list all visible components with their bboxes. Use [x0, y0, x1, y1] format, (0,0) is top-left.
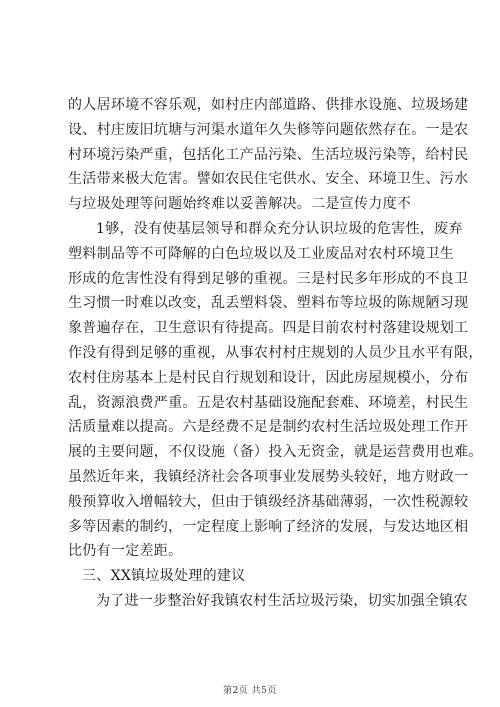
- text-line: 作没有得到足够的重视，从事农村村庄规划的人员少且水平有限，: [68, 344, 483, 361]
- text-line: 乱，资源浪费严重。五是农村基础设施配套难、环境差，村民生: [68, 394, 469, 411]
- text-line: 比仍有一定差距。: [68, 543, 183, 560]
- text-line: 村环境污染严重，包括化工产品污染、生活垃圾污染等，给村民: [68, 146, 469, 163]
- text-line: 般预算收入增幅较大，但由于镇级经济基础薄弱，一次性税源较: [68, 493, 469, 510]
- text-line: 设、村庄废旧坑塘与河渠水道年久失修等问题依然存在。一是农: [68, 121, 469, 138]
- text-line: 生习惯一时难以改变，乱丢塑料袋、塑料布等垃圾的陈规陋习现: [68, 295, 469, 312]
- text-line: 与垃圾处理等问题始终难以妥善解决。二是宣传力度不: [68, 196, 412, 213]
- text-line: 1够，没有使基层领导和群众充分认识垃圾的危害性，废弃: [96, 220, 463, 237]
- body-text: [68, 93, 483, 614]
- text-line: 塑料制品等不可降解的白色垃圾以及工业废品对农村环境卫生: [68, 245, 455, 262]
- text-line: 象普遍存在，卫生意识有待提高。四是目前农村村落建设规划工: [68, 320, 469, 337]
- section-heading: 三、XX镇垃圾处理的建议: [82, 568, 246, 585]
- text-line: 虽然近年来，我镇经济社会各项事业发展势头较好，地方财政一: [68, 468, 469, 485]
- page-footer: 第2页 共5页: [223, 686, 277, 696]
- text-line: 的人居环境不容乐观，如村庄内部道路、供排水设施、垃圾场建: [68, 97, 469, 113]
- text-line: 活质量难以提高。六是经费不足是制约农村生活垃圾处理工作开: [68, 419, 469, 436]
- text-line: 为了进一步整治好我镇农村生活垃圾污染，切实加强全镇农: [96, 592, 468, 609]
- text-line: 生活带来极大危害。譬如农民住宅供水、安全、环境卫生、污水: [68, 171, 469, 188]
- text-line: 多等因素的制约，一定程度上影响了经济的发展，与发达地区相: [68, 518, 469, 535]
- text-line: 农村住房基本上是村民自行规划和设计，因此房屋规模小，分布: [68, 369, 469, 386]
- text-line: 展的主要问题，不仅设施（备）投入无资金，就是运营费用也难。: [68, 444, 483, 461]
- text-line: 形成的危害性没有得到足够的重视。三是村民多年形成的不良卫: [68, 270, 469, 287]
